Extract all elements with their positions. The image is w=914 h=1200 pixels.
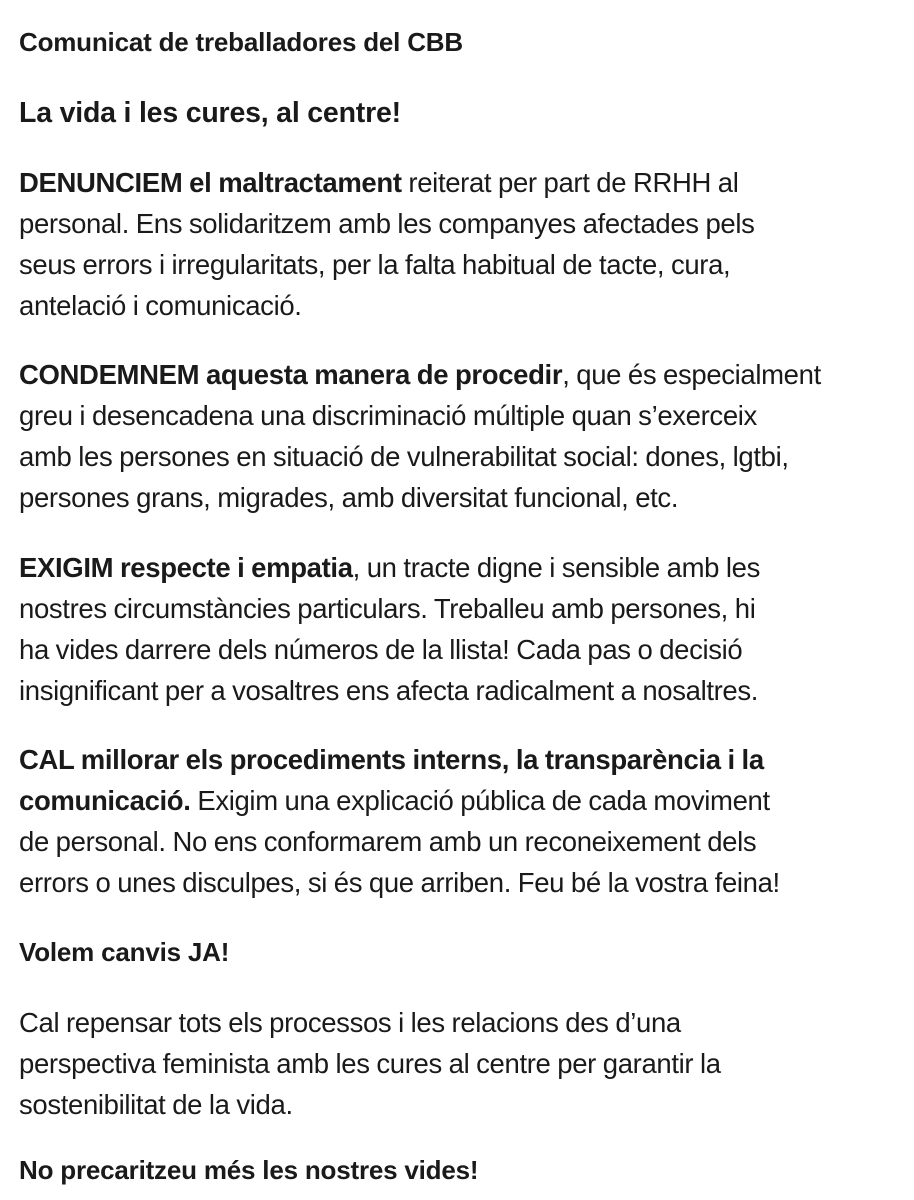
paragraph-line: sostenibilitat de la vida.: [19, 1089, 293, 1120]
paragraph-line: perspectiva feminista amb les cures al centre per garantir la: [19, 1048, 721, 1079]
bold-lead: comunicació.: [19, 785, 191, 816]
bold-lead: EXIGIM respecte i empatia: [19, 552, 353, 583]
paragraph-line: [19, 780, 899, 821]
paragraph-line: Cal repensar tots els processos i les relacions des d’una: [19, 1007, 681, 1038]
paragraph-line: [19, 162, 899, 203]
paragraph-line: de personal. No ens conformarem amb un reconeixement dels: [19, 826, 757, 857]
paragraph-line: errors o unes disculpes, si és que arriben. Feu bé la vostra feina!: [19, 867, 780, 898]
volem-canvis-heading: [19, 935, 899, 969]
slogan-text: La vida i les cures, al centre!: [19, 97, 401, 129]
paragraph-condemnem: [19, 354, 899, 518]
paragraph-line: greu i desencadena una discriminació múltiple quan s’exerceix: [19, 400, 757, 431]
paragraph-line: persones grans, migrades, amb diversitat funcional, etc.: [19, 482, 679, 513]
paragraph-line: [19, 739, 899, 780]
bold-lead: CONDEMNEM aquesta manera de procedir: [19, 359, 563, 390]
paragraph-line: amb les persones en situació de vulnerabilitat social: dones, lgtbi,: [19, 441, 789, 472]
paragraph-line: [19, 354, 899, 395]
document-title: [19, 25, 899, 59]
paragraph-denunciem: [19, 162, 899, 326]
paragraph-line: antelació i comunicació.: [19, 290, 302, 321]
heading-text: Volem canvis JA!: [19, 937, 230, 967]
paragraph-line: insignificant per a vosaltres ens afecta radicalment a nosaltres.: [19, 675, 759, 706]
bold-lead: DENUNCIEM el maltractament: [19, 167, 402, 198]
paragraph-line: ha vides darrere dels números de la llista! Cada pas o decisió: [19, 634, 743, 665]
line-text: , un tracte digne i sensible amb les: [352, 552, 760, 583]
paragraph-exigim: [19, 547, 899, 711]
paragraph-cal-repensar: [19, 1002, 899, 1125]
line-text: reiterat per part de RRHH al: [401, 167, 739, 198]
title-text: Comunicat de treballadores del CBB: [19, 27, 463, 57]
heading-text: No precaritzeu més les nostres vides!: [19, 1155, 479, 1185]
bold-lead: CAL millorar els procediments interns, la transparència i la: [19, 744, 764, 775]
paragraph-line: personal. Ens solidaritzem amb les companyes afectades pels: [19, 208, 755, 239]
line-text: Exigim una explicació pública de cada moviment: [190, 785, 770, 816]
paragraph-line: [19, 547, 899, 588]
closing-heading: [19, 1153, 899, 1187]
paragraph-cal: [19, 739, 899, 903]
line-text: , que és especialment: [562, 359, 821, 390]
slogan-heading: [19, 96, 899, 130]
paragraph-line: nostres circumstàncies particulars. Treballeu amb persones, hi: [19, 593, 756, 624]
paragraph-line: seus errors i irregularitats, per la falta habitual de tacte, cura,: [19, 249, 731, 280]
